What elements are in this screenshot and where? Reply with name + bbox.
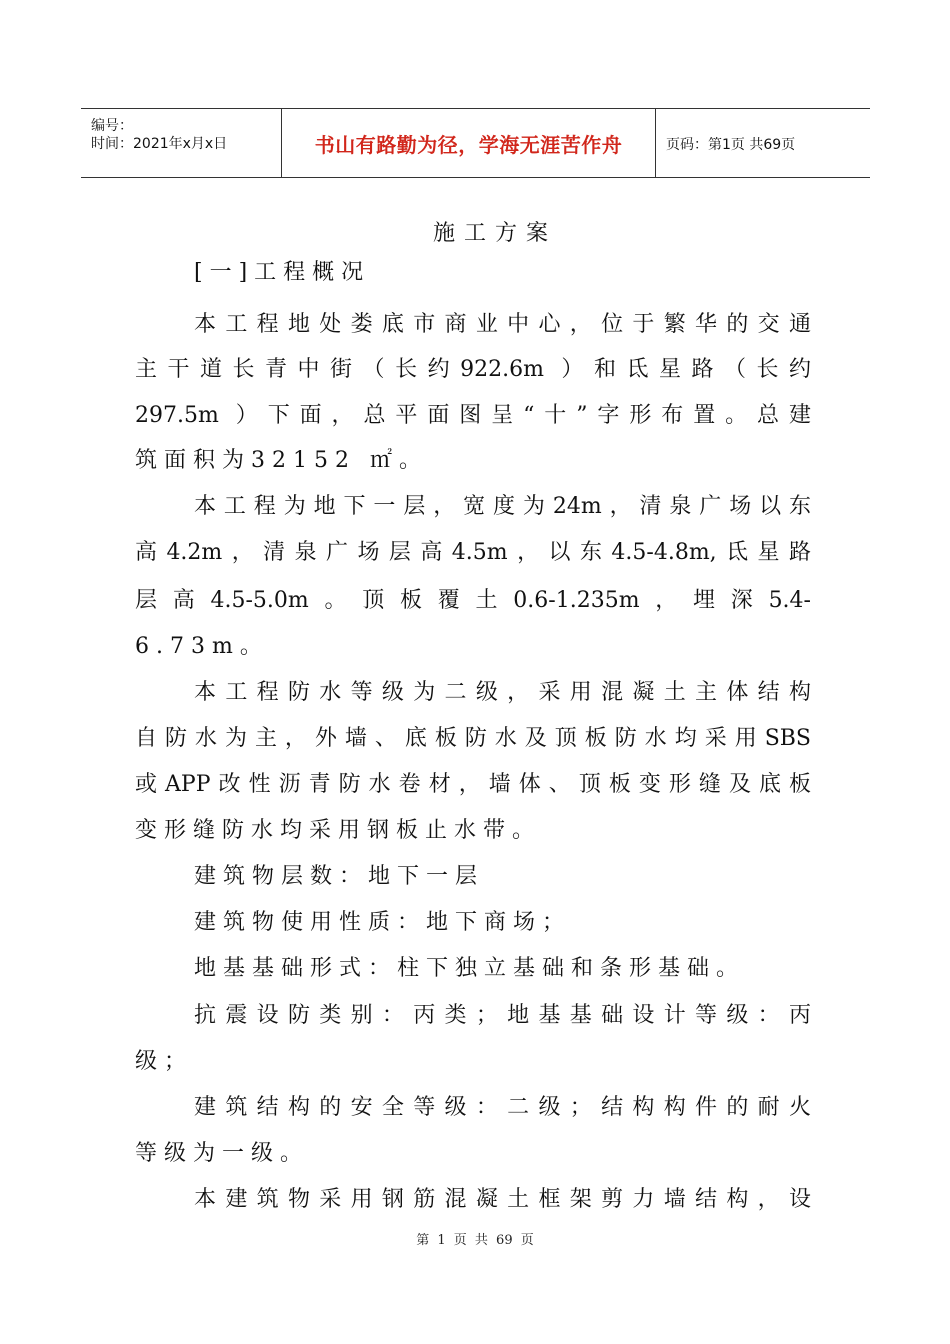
- header-page-cell: [656, 109, 870, 177]
- body-line: 级；: [135, 1049, 194, 1074]
- body-line: 297.5m ）下面，总平面图呈“十”字形布置。总建: [135, 403, 811, 428]
- body-line: 抗震设防类别：丙类；地基基础设计等级：丙: [194, 1003, 811, 1028]
- header-meta-cell: [81, 109, 282, 177]
- body-line: 建筑物使用性质：地下商场；: [194, 910, 572, 935]
- header-motto: 书山有路勤为径，学海无涯苦作舟: [314, 133, 623, 157]
- body-line: 主干道长青中街（长约922.6m ）和氐星路（长约: [135, 357, 811, 382]
- body-line: 本工程为地下一层，宽度为24m，清泉广场以东: [194, 494, 811, 519]
- body-line: 筑面积为32152 ㎡。: [135, 448, 428, 473]
- body-line: 等级为一级。: [135, 1141, 310, 1166]
- body-line: 或APP改性沥青防水卷材，墙体、顶板变形缝及底板: [135, 772, 811, 797]
- document-title: 施工方案: [432, 221, 557, 246]
- body-line: 本工程防水等级为二级，采用混凝土主体结构: [194, 680, 811, 705]
- body-line: 自防水为主，外墙、底板防水及顶板防水均采用SBS: [135, 726, 811, 751]
- body-line: 地基基础形式：柱下独立基础和条形基础。: [194, 956, 746, 981]
- body-line: 建筑结构的安全等级：二级；结构构件的耐火: [194, 1095, 811, 1120]
- body-line: 变形缝防水均采用钢板止水带。: [135, 818, 542, 843]
- body-line: 本工程地处娄底市商业中心，位于繁华的交通: [194, 312, 811, 337]
- body-line: 建筑物层数：地下一层: [194, 864, 485, 889]
- header-motto-cell: [282, 109, 656, 177]
- body-line: 本建筑物采用钢筋混凝土框架剪力墙结构，设: [194, 1187, 811, 1212]
- page-footer: 第 1 页 共 69 页: [416, 1233, 534, 1248]
- body-line: 层高4.5-5.0m。顶板覆土0.6-1.235m，埋深5.4-: [135, 588, 811, 613]
- header-page-info: 页码：第1页 共69页: [666, 137, 796, 153]
- header-table: [81, 108, 870, 178]
- document-number-label: 编号：: [91, 118, 133, 134]
- document-time-label: 时间：2021年x月x日: [91, 136, 228, 152]
- body-line: 高4.2m，清泉广场层高4.5m，以东4.5-4.8m,氐星路: [135, 540, 811, 565]
- body-line: 6.73m。: [135, 634, 269, 659]
- section-heading: [一]工程概况: [194, 260, 371, 285]
